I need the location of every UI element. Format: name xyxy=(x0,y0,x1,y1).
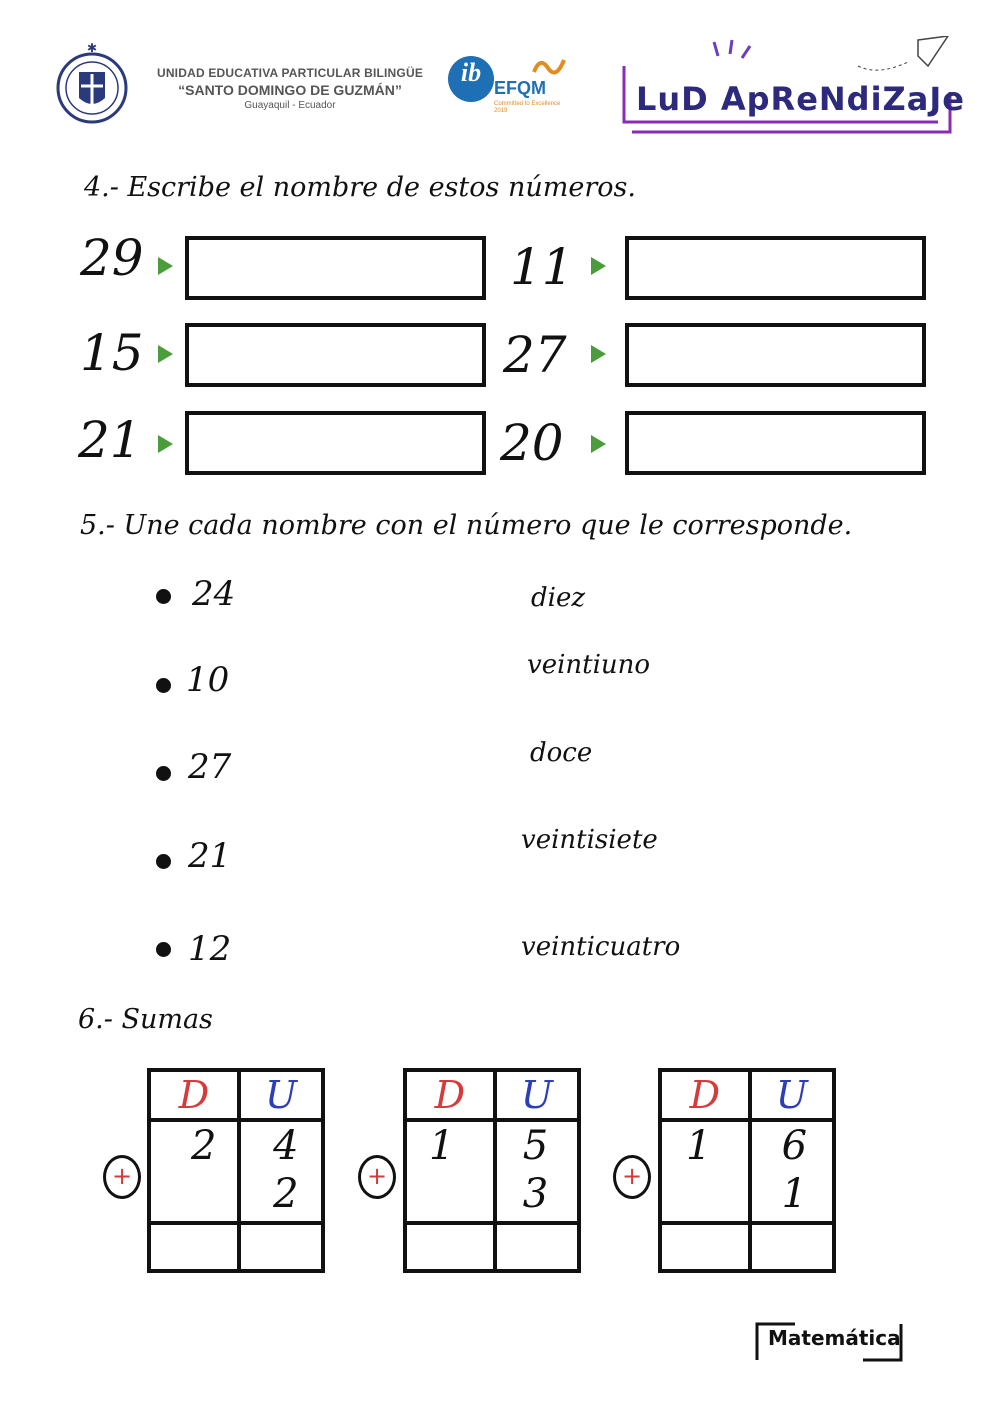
number-label: 11 xyxy=(510,238,574,296)
match-word[interactable]: veinticuatro xyxy=(521,932,681,962)
header-unidades: U xyxy=(495,1070,579,1120)
school-crest-logo xyxy=(55,40,129,130)
digit: 5 xyxy=(522,1123,549,1169)
match-number: 27 xyxy=(188,747,232,787)
arrow-icon xyxy=(158,435,173,453)
number-label: 27 xyxy=(503,326,567,384)
arrow-icon xyxy=(158,345,173,363)
svg-text:✱: ✱ xyxy=(86,41,98,55)
digit: 1 xyxy=(781,1171,808,1217)
header-decenas: D xyxy=(405,1070,495,1120)
digit: 1 xyxy=(686,1123,712,1169)
match-word[interactable]: veintisiete xyxy=(521,825,658,855)
section5-instruction: 5.- Une cada nombre con el número que le corresponde. xyxy=(80,510,853,541)
plus-sign-icon: + xyxy=(358,1155,396,1199)
digit: 4 xyxy=(273,1123,299,1169)
result-unidades-cell[interactable] xyxy=(495,1223,579,1271)
ib-logo-text: ib xyxy=(460,58,482,87)
match-number: 12 xyxy=(188,929,232,969)
arrow-icon xyxy=(591,435,606,453)
bullet-dot[interactable] xyxy=(156,854,171,869)
header-decenas: D xyxy=(660,1070,750,1120)
match-number: 21 xyxy=(188,836,232,876)
header-decenas: D xyxy=(149,1070,239,1120)
efqm-label: EFQM xyxy=(494,78,546,98)
match-word[interactable]: veintiuno xyxy=(527,650,651,680)
brand-text: LuD ApReNdiZaJe xyxy=(636,80,965,118)
plus-sign-icon: + xyxy=(613,1155,651,1199)
match-word[interactable]: doce xyxy=(530,738,593,768)
answer-box[interactable] xyxy=(625,236,926,300)
arrow-icon xyxy=(158,257,173,275)
match-number: 10 xyxy=(186,660,230,700)
result-unidades-cell[interactable] xyxy=(239,1223,323,1271)
bullet-dot[interactable] xyxy=(156,589,171,604)
school-line-3: Guayaquil - Ecuador xyxy=(244,100,336,111)
answer-box[interactable] xyxy=(185,323,486,387)
header-unidades: U xyxy=(239,1070,323,1120)
number-label: 21 xyxy=(78,411,142,469)
decenas-cell xyxy=(660,1120,750,1223)
addition-table xyxy=(147,1068,325,1273)
decenas-cell xyxy=(149,1120,239,1223)
plus-sign-icon: + xyxy=(103,1155,141,1199)
addition-table xyxy=(658,1068,836,1273)
efqm-subtitle: Committed to Excellence 2019 xyxy=(494,101,561,114)
answer-box[interactable] xyxy=(185,411,486,475)
number-label: 20 xyxy=(500,414,564,472)
subject-label: Matemática xyxy=(768,1326,901,1350)
answer-box[interactable] xyxy=(185,236,486,300)
arrow-icon xyxy=(591,257,606,275)
answer-box[interactable] xyxy=(625,411,926,475)
digit: 6 xyxy=(781,1123,808,1169)
match-number: 24 xyxy=(192,574,236,614)
digit: 2 xyxy=(191,1123,217,1169)
bullet-dot[interactable] xyxy=(156,766,171,781)
unidades-cell xyxy=(750,1120,834,1223)
result-decenas-cell[interactable] xyxy=(149,1223,239,1271)
school-line-1: UNIDAD EDUCATIVA PARTICULAR BILINGÜE xyxy=(156,66,424,80)
result-decenas-cell[interactable] xyxy=(405,1223,495,1271)
addition-table xyxy=(403,1068,581,1273)
unidades-cell xyxy=(495,1120,579,1223)
number-label: 29 xyxy=(80,229,144,287)
decenas-cell xyxy=(405,1120,495,1223)
arrow-icon xyxy=(591,345,606,363)
unidades-cell xyxy=(239,1120,323,1223)
digit: 2 xyxy=(273,1171,299,1217)
school-line-2: “SANTO DOMINGO DE GUZMÁN” xyxy=(178,82,402,98)
header-unidades: U xyxy=(750,1070,834,1120)
section4-instruction: 4.- Escribe el nombre de estos números. xyxy=(84,172,636,203)
bullet-dot[interactable] xyxy=(156,678,171,693)
school-name xyxy=(150,66,430,111)
bullet-dot[interactable] xyxy=(156,942,171,957)
match-word[interactable]: diez xyxy=(531,583,586,613)
digit: 3 xyxy=(522,1171,549,1217)
result-decenas-cell[interactable] xyxy=(660,1223,750,1271)
result-unidades-cell[interactable] xyxy=(750,1223,834,1271)
section6-instruction: 6.- Sumas xyxy=(78,1004,213,1035)
number-label: 15 xyxy=(80,324,144,382)
digit: 1 xyxy=(429,1123,455,1169)
answer-box[interactable] xyxy=(625,323,926,387)
